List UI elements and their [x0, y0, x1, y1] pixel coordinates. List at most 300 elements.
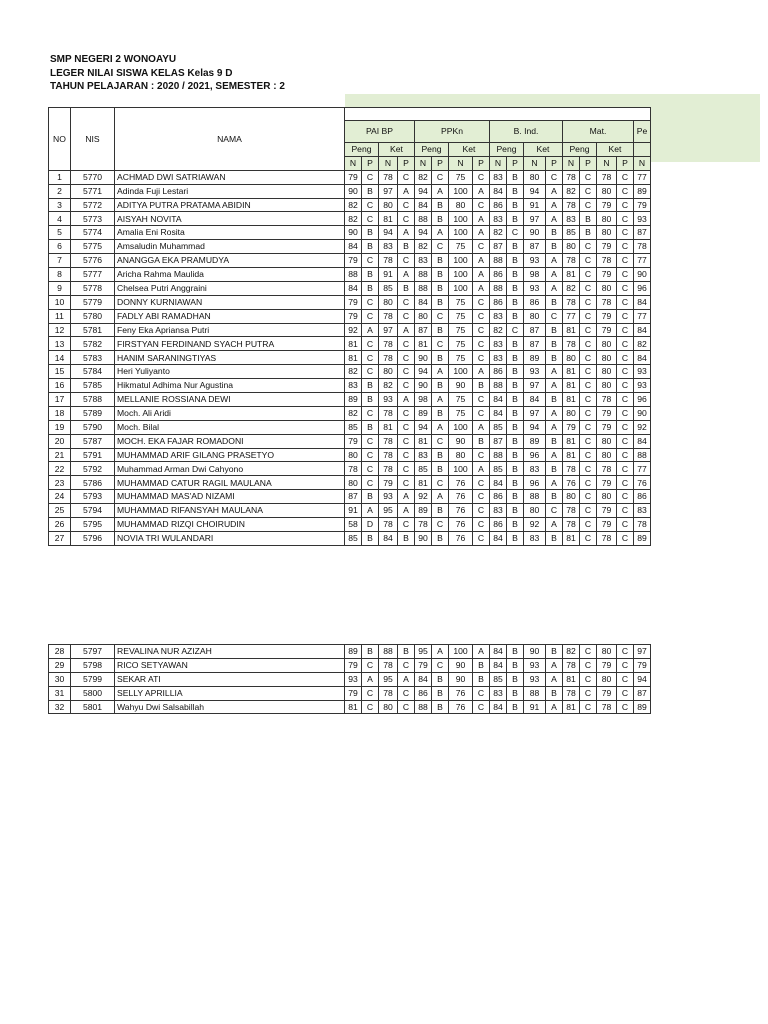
grade-cell: A: [546, 281, 563, 295]
grade-cell: 81: [563, 448, 580, 462]
grade-cell: C: [580, 672, 597, 686]
grade-cell: 81: [563, 379, 580, 393]
grade-cell: 80: [597, 645, 617, 659]
grade-cell: 82: [345, 406, 362, 420]
grade-cell: 78: [379, 686, 398, 700]
grade-cell: 82: [345, 212, 362, 226]
name-cell: Wahyu Dwi Salsabillah: [115, 700, 345, 714]
grade-cell: 79: [597, 240, 617, 254]
grade-cell: 82: [379, 379, 398, 393]
col-nama-header: NAMA: [115, 108, 345, 171]
grade-cell: 78: [563, 686, 580, 700]
name-cell: ANANGGA EKA PRAMUDYA: [115, 254, 345, 268]
grade-cell: C: [398, 351, 415, 365]
grade-cell: C: [617, 323, 634, 337]
row-number: 18: [49, 406, 71, 420]
name-cell: SELLY APRILLIA: [115, 686, 345, 700]
table-row: [49, 212, 651, 226]
row-number: 24: [49, 490, 71, 504]
grade-cell: C: [617, 337, 634, 351]
grade-cell: 78: [379, 309, 398, 323]
grade-cell: A: [546, 448, 563, 462]
grade-cell: C: [473, 295, 490, 309]
grade-cell: 84: [490, 184, 507, 198]
grade-cell: C: [398, 309, 415, 323]
grade-cell: 94: [379, 226, 398, 240]
grade-cell: C: [362, 337, 379, 351]
grade-cell: 76: [563, 476, 580, 490]
grade-cell: 94: [415, 184, 432, 198]
grade-cell: 80: [597, 365, 617, 379]
grade-cell: 75: [449, 406, 473, 420]
grade-cell: C: [362, 295, 379, 309]
grade-cell: C: [432, 240, 449, 254]
col-no-header: NO: [49, 108, 71, 171]
grade-cell: 97: [379, 323, 398, 337]
table-row: [49, 406, 651, 420]
name-cell: Heri Yuliyanto: [115, 365, 345, 379]
grade-cell: A: [546, 379, 563, 393]
grade-cell: 78: [634, 518, 651, 532]
grade-cell: 93: [379, 490, 398, 504]
p-label: P: [432, 156, 449, 170]
nis-cell: 5796: [71, 531, 115, 545]
grade-cell: C: [362, 170, 379, 184]
grade-cell: 88: [490, 281, 507, 295]
grade-cell: 88: [634, 448, 651, 462]
nis-cell: 5778: [71, 281, 115, 295]
row-number: 6: [49, 240, 71, 254]
grade-cell: 84: [634, 323, 651, 337]
grade-cell: C: [580, 531, 597, 545]
grade-cell: A: [432, 184, 449, 198]
grade-cell: B: [580, 226, 597, 240]
grade-cell: C: [580, 337, 597, 351]
grade-cell: 92: [415, 490, 432, 504]
grade-cell: B: [546, 337, 563, 351]
grade-cell: 94: [415, 420, 432, 434]
grade-cell: 81: [379, 420, 398, 434]
grade-cell: 79: [415, 658, 432, 672]
grade-cell: 90: [634, 406, 651, 420]
grade-cell: 80: [524, 504, 546, 518]
grade-cell: 86: [634, 490, 651, 504]
grade-cell: B: [432, 323, 449, 337]
grade-cell: 97: [524, 406, 546, 420]
grade-cell: 90: [415, 351, 432, 365]
grade-cell: B: [507, 448, 524, 462]
grade-cell: C: [473, 170, 490, 184]
grade-cell: C: [432, 658, 449, 672]
grade-cell: 78: [415, 518, 432, 532]
grade-cell: C: [473, 504, 490, 518]
nis-cell: 5773: [71, 212, 115, 226]
grade-cell: 92: [524, 518, 546, 532]
grade-cell: 79: [345, 309, 362, 323]
grade-cell: 79: [597, 658, 617, 672]
grade-cell: 84: [345, 281, 362, 295]
grade-cell: C: [617, 295, 634, 309]
grade-cell: C: [580, 406, 597, 420]
grade-cell: 86: [490, 518, 507, 532]
grade-cell: B: [507, 240, 524, 254]
grade-cell: 82: [490, 226, 507, 240]
grade-cell: 88: [379, 645, 398, 659]
grade-cell: A: [473, 226, 490, 240]
grade-cell: C: [362, 351, 379, 365]
grade-cell: 91: [524, 700, 546, 714]
grade-cell: A: [432, 393, 449, 407]
grade-cell: B: [398, 281, 415, 295]
row-number: 32: [49, 700, 71, 714]
p-label: P: [546, 156, 563, 170]
row-number: 13: [49, 337, 71, 351]
grade-cell: 79: [597, 406, 617, 420]
grade-cell: C: [473, 351, 490, 365]
row-number: 21: [49, 448, 71, 462]
grade-cell: C: [617, 309, 634, 323]
subject-bind: B. Ind.: [490, 121, 563, 143]
grade-cell: 84: [490, 700, 507, 714]
grade-cell: A: [398, 393, 415, 407]
grade-cell: C: [580, 184, 597, 198]
row-number: 22: [49, 462, 71, 476]
grade-cell: 81: [563, 672, 580, 686]
grade-cell: 81: [563, 268, 580, 282]
n-label: N: [490, 156, 507, 170]
grade-cell: 78: [379, 254, 398, 268]
grade-cell: B: [507, 393, 524, 407]
row-number: 3: [49, 198, 71, 212]
grade-cell: B: [432, 672, 449, 686]
ket-label: Ket: [449, 143, 490, 157]
p-label: P: [507, 156, 524, 170]
grade-cell: 83: [524, 462, 546, 476]
grade-cell: D: [362, 518, 379, 532]
grade-cell: C: [432, 337, 449, 351]
grade-cell: C: [362, 198, 379, 212]
grade-cell: A: [432, 226, 449, 240]
grade-cell: 100: [449, 212, 473, 226]
grade-cell: 58: [345, 518, 362, 532]
grade-cell: 83: [524, 531, 546, 545]
grade-cell: 75: [449, 295, 473, 309]
grade-cell: 88: [524, 490, 546, 504]
row-number: 19: [49, 420, 71, 434]
grade-cell: B: [362, 420, 379, 434]
grade-cell: A: [362, 504, 379, 518]
n-label: N: [524, 156, 546, 170]
grade-cell: B: [507, 406, 524, 420]
grade-cell: C: [580, 658, 597, 672]
grade-cell: C: [473, 393, 490, 407]
grade-cell: 100: [449, 281, 473, 295]
grade-cell: 78: [563, 295, 580, 309]
nis-cell: 5783: [71, 351, 115, 365]
grade-cell: 85: [490, 462, 507, 476]
ket-label: Ket: [524, 143, 563, 157]
grade-cell: C: [507, 323, 524, 337]
grade-cell: C: [432, 518, 449, 532]
grade-cell: C: [362, 406, 379, 420]
grade-cell: 89: [345, 645, 362, 659]
grade-cell: 79: [597, 504, 617, 518]
grade-cell: 100: [449, 462, 473, 476]
grade-cell: B: [362, 645, 379, 659]
grade-cell: A: [398, 268, 415, 282]
grade-cell: 94: [524, 184, 546, 198]
grade-cell: C: [398, 686, 415, 700]
grade-cell: 84: [490, 645, 507, 659]
grade-cell: C: [617, 531, 634, 545]
n-label: N: [345, 156, 362, 170]
grade-cell: 78: [597, 531, 617, 545]
grade-cell: B: [507, 379, 524, 393]
grade-cell: 90: [345, 184, 362, 198]
grade-cell: 76: [634, 476, 651, 490]
grade-cell: A: [398, 323, 415, 337]
name-cell: Amalia Eni Rosita: [115, 226, 345, 240]
grade-cell: 78: [563, 658, 580, 672]
grade-cell: 80: [597, 226, 617, 240]
grade-cell: C: [580, 254, 597, 268]
grade-cell: 100: [449, 226, 473, 240]
grade-cell: C: [617, 420, 634, 434]
table-row: [49, 198, 651, 212]
table-row: [49, 240, 651, 254]
grade-cell: B: [362, 226, 379, 240]
grade-cell: 91: [524, 198, 546, 212]
grade-cell: 79: [345, 434, 362, 448]
grade-cell: B: [507, 476, 524, 490]
grade-cell: 81: [563, 531, 580, 545]
grade-cell: C: [362, 365, 379, 379]
nis-cell: 5780: [71, 309, 115, 323]
grade-cell: B: [432, 351, 449, 365]
grade-cell: 88: [490, 254, 507, 268]
grade-cell: C: [617, 240, 634, 254]
name-cell: Muhammad Arman Dwi Cahyono: [115, 462, 345, 476]
grade-cell: C: [398, 406, 415, 420]
grade-cell: 90: [524, 226, 546, 240]
grade-cell: B: [546, 323, 563, 337]
grade-cell: 83: [490, 212, 507, 226]
grade-cell: 79: [597, 686, 617, 700]
grade-cell: 84: [490, 531, 507, 545]
grade-cell: 85: [490, 672, 507, 686]
nis-cell: 5794: [71, 504, 115, 518]
grade-cell: 85: [415, 462, 432, 476]
grade-cell: 89: [415, 504, 432, 518]
grade-cell: 89: [415, 406, 432, 420]
grade-cell: 86: [490, 295, 507, 309]
grade-cell: 79: [379, 476, 398, 490]
grade-cell: C: [398, 462, 415, 476]
grade-cell: C: [362, 462, 379, 476]
grade-cell: 75: [449, 240, 473, 254]
nis-cell: 5799: [71, 672, 115, 686]
grade-cell: 83: [490, 309, 507, 323]
grade-cell: 78: [379, 170, 398, 184]
grade-cell: 93: [524, 672, 546, 686]
grade-cell: A: [546, 700, 563, 714]
grade-cell: 80: [597, 351, 617, 365]
grade-cell: C: [617, 351, 634, 365]
grade-cell: 86: [490, 198, 507, 212]
grade-cell: 81: [563, 700, 580, 714]
grade-cell: 78: [379, 351, 398, 365]
grade-cell: 84: [490, 658, 507, 672]
grade-cell: 77: [563, 309, 580, 323]
grade-cell: 75: [449, 393, 473, 407]
grade-cell: 78: [563, 170, 580, 184]
grade-cell: C: [617, 406, 634, 420]
grade-cell: 88: [490, 448, 507, 462]
grade-cell: 89: [634, 531, 651, 545]
grade-cell: 80: [449, 448, 473, 462]
grade-cell: 100: [449, 268, 473, 282]
table-row: [49, 393, 651, 407]
grade-cell: B: [507, 686, 524, 700]
name-cell: RICO SETYAWAN: [115, 658, 345, 672]
grade-cell: 87: [634, 686, 651, 700]
grade-cell: 84: [415, 295, 432, 309]
grade-cell: 81: [563, 323, 580, 337]
name-cell: SEKAR ATI: [115, 672, 345, 686]
grade-cell: 82: [563, 645, 580, 659]
grade-cell: 87: [490, 434, 507, 448]
row-number: 14: [49, 351, 71, 365]
table-row: [49, 658, 651, 672]
row-number: 16: [49, 379, 71, 393]
grade-cell: 83: [490, 351, 507, 365]
n-label: N: [597, 156, 617, 170]
grade-cell: 90: [449, 434, 473, 448]
grade-cell: 81: [563, 393, 580, 407]
grade-cell: A: [473, 365, 490, 379]
grade-cell: 90: [449, 379, 473, 393]
grade-cell: C: [398, 420, 415, 434]
grade-cell: C: [580, 700, 597, 714]
grade-cell: A: [546, 268, 563, 282]
subject-pai: PAI BP: [345, 121, 415, 143]
name-cell: Moch. Ali Aridi: [115, 406, 345, 420]
grade-cell: B: [507, 268, 524, 282]
grade-cell: 85: [345, 531, 362, 545]
row-number: 10: [49, 295, 71, 309]
grade-cell: C: [617, 226, 634, 240]
grade-cell: C: [617, 700, 634, 714]
p-label: P: [580, 156, 597, 170]
grade-cell: 97: [524, 212, 546, 226]
grade-cell: C: [617, 658, 634, 672]
grade-cell: 80: [563, 490, 580, 504]
grade-cell: 80: [379, 700, 398, 714]
grade-cell: C: [617, 490, 634, 504]
grade-cell: A: [546, 212, 563, 226]
nis-cell: 5774: [71, 226, 115, 240]
grade-cell: 85: [563, 226, 580, 240]
grade-cell: B: [432, 462, 449, 476]
grade-cell: B: [546, 531, 563, 545]
grade-cell: 90: [415, 531, 432, 545]
grade-cell: B: [398, 240, 415, 254]
grade-cell: B: [507, 490, 524, 504]
grade-cell: C: [617, 170, 634, 184]
grade-cell: C: [398, 518, 415, 532]
grade-cell: C: [580, 379, 597, 393]
grade-cell: 93: [634, 212, 651, 226]
grade-cell: C: [546, 504, 563, 518]
grade-cell: 94: [524, 420, 546, 434]
grade-cell: 80: [563, 406, 580, 420]
grade-cell: B: [507, 184, 524, 198]
grade-cell: 93: [524, 658, 546, 672]
grade-cell: 88: [345, 268, 362, 282]
table-row: [49, 672, 651, 686]
grade-cell: C: [362, 686, 379, 700]
grade-cell: C: [398, 365, 415, 379]
grade-cell: B: [362, 393, 379, 407]
grade-cell: 78: [597, 254, 617, 268]
grade-cell: C: [432, 434, 449, 448]
nis-cell: 5786: [71, 476, 115, 490]
grade-cell: 78: [379, 462, 398, 476]
table-row: [49, 337, 651, 351]
grade-cell: 88: [415, 281, 432, 295]
grade-cell: 78: [379, 658, 398, 672]
grade-cell: C: [473, 198, 490, 212]
grade-cell: 82: [345, 365, 362, 379]
name-cell: MUHAMMAD ARIF GILANG PRASETYO: [115, 448, 345, 462]
grade-cell: 79: [345, 686, 362, 700]
grade-cell: 77: [634, 462, 651, 476]
grade-cell: C: [398, 476, 415, 490]
grade-cell: B: [432, 281, 449, 295]
grade-cell: 76: [449, 686, 473, 700]
grade-cell: 92: [345, 323, 362, 337]
grade-cell: 80: [563, 240, 580, 254]
grade-cell: A: [546, 672, 563, 686]
grade-cell: C: [617, 212, 634, 226]
grade-cell: A: [432, 365, 449, 379]
peng-label: Peng: [490, 143, 524, 157]
grade-cell: 80: [597, 184, 617, 198]
grade-cell: 81: [415, 476, 432, 490]
name-cell: Moch. Bilal: [115, 420, 345, 434]
grade-cell: C: [580, 504, 597, 518]
grade-cell: 96: [634, 393, 651, 407]
name-cell: Hikmatul Adhima Nur Agustina: [115, 379, 345, 393]
grade-cell: 100: [449, 365, 473, 379]
row-number: 2: [49, 184, 71, 198]
grade-cell: 75: [449, 170, 473, 184]
grade-cell: B: [473, 379, 490, 393]
grade-cell: C: [398, 379, 415, 393]
grade-cell: 78: [379, 448, 398, 462]
grade-cell: C: [362, 434, 379, 448]
grade-cell: 86: [490, 268, 507, 282]
grade-cell: 81: [415, 434, 432, 448]
grade-cell: C: [473, 531, 490, 545]
grade-cell: 78: [597, 170, 617, 184]
name-cell: MUHAMMAD RIZQI CHOIRUDIN: [115, 518, 345, 532]
name-cell: ACHMAD DWI SATRIAWAN: [115, 170, 345, 184]
grade-cell: B: [432, 268, 449, 282]
grade-cell: 84: [524, 393, 546, 407]
grade-cell: 79: [597, 518, 617, 532]
grade-cell: 82: [415, 170, 432, 184]
